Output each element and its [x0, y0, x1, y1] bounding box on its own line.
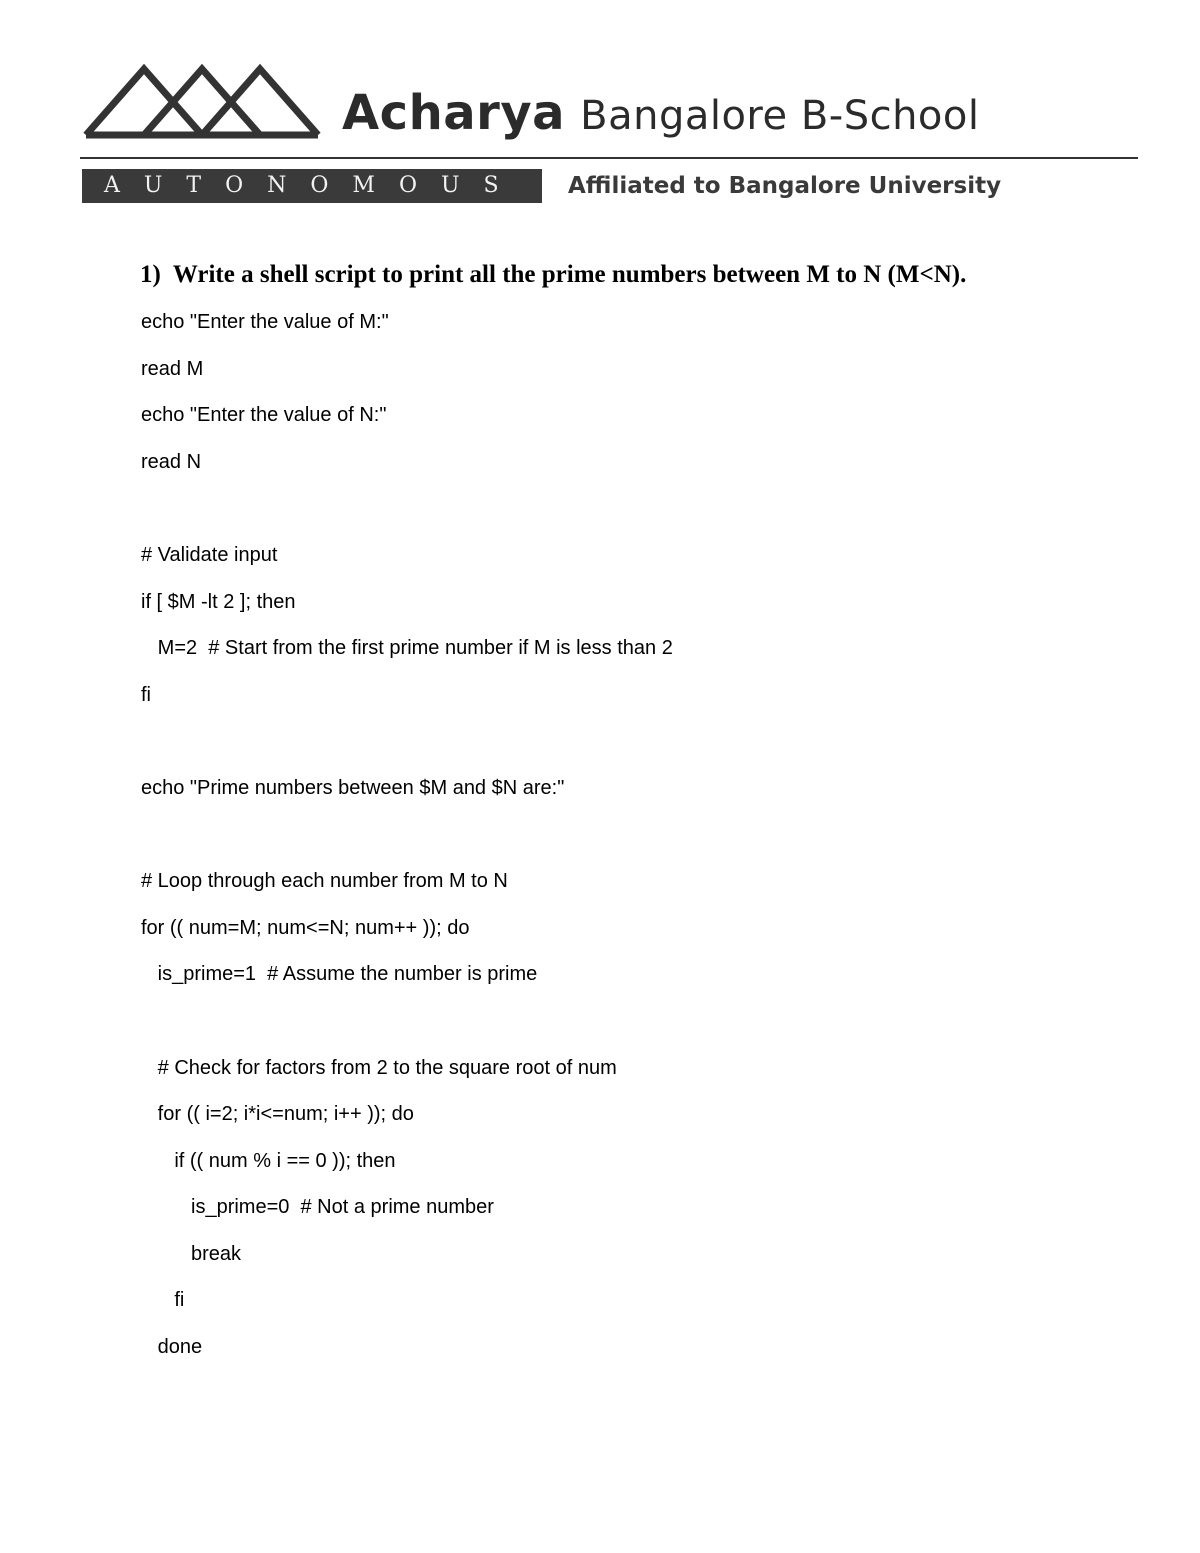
institution-letterhead [80, 55, 1140, 207]
code-line: if [ $M -lt 2 ]; then [141, 590, 296, 613]
code-line: fi [141, 1289, 185, 1312]
shell-script-code [141, 305, 1141, 1377]
autonomous-banner: AUTONOMOUS [82, 169, 542, 203]
code-line [141, 818, 1141, 865]
code-line [141, 724, 1141, 771]
code-line: # Check for factors from 2 to the square root of num [141, 1056, 617, 1079]
institution-name-rest: Bangalore B-School [580, 93, 980, 139]
institution-name [342, 83, 980, 146]
code-line: echo "Enter the value of N:" [141, 404, 387, 427]
code-line: M=2 # Start from the first prime number if M is less than 2 [141, 637, 673, 660]
letterhead-divider [80, 157, 1138, 159]
question-heading [140, 258, 966, 292]
code-line: done [141, 1336, 203, 1359]
code-line: echo "Enter the value of M:" [141, 311, 389, 333]
code-line: # Loop through each number from M to N [141, 870, 508, 893]
code-line: is_prime=1 # Assume the number is prime [141, 963, 538, 986]
mountain-logo-icon [82, 61, 322, 141]
code-line: break [141, 1242, 242, 1265]
code-line: fi [141, 683, 151, 706]
code-line: for (( num=M; num<=N; num++ )); do [141, 916, 470, 939]
code-line [141, 491, 1141, 538]
code-line: is_prime=0 # Not a prime number [141, 1196, 494, 1219]
affiliation-text: Affiliated to Bangalore University [568, 173, 1002, 199]
question-number: 1) [140, 261, 161, 288]
code-line: if (( num % i == 0 )); then [141, 1149, 396, 1172]
code-line: read M [141, 357, 204, 380]
code-line: # Validate input [141, 543, 278, 566]
code-line [141, 1004, 1141, 1051]
code-line: for (( i=2; i*i<=num; i++ )); do [141, 1103, 414, 1126]
code-line: read N [141, 450, 202, 473]
question-title: Write a shell script to print all the prime numbers between M to N (M<N). [172, 261, 967, 288]
code-line: echo "Prime numbers between $M and $N are:" [141, 776, 565, 799]
institution-name-bold: Acharya [342, 85, 566, 141]
